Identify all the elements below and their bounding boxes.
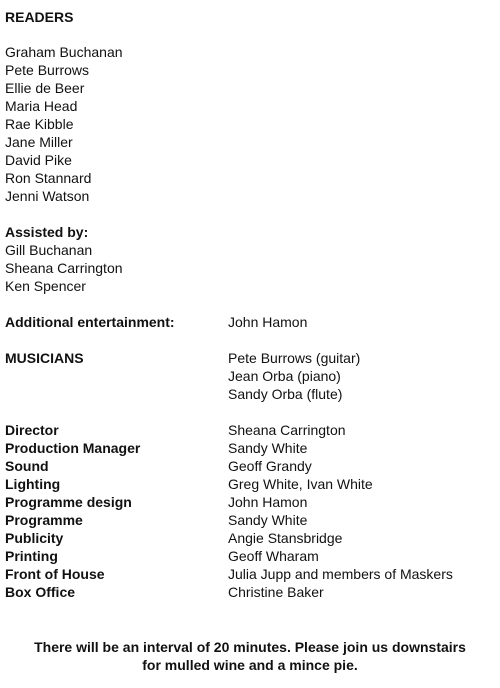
assistant-name: Sheana Carrington [5, 260, 123, 276]
musician-name: Pete Burrows (guitar) [228, 350, 361, 366]
assisted-heading: Assisted by: [5, 224, 89, 240]
additional-value: John Hamon [228, 314, 308, 330]
assistant-name: Ken Spencer [5, 278, 86, 294]
crew-role: Production Manager [5, 440, 141, 456]
reader-name: Pete Burrows [5, 62, 90, 78]
crew-name: Christine Baker [228, 584, 324, 600]
crew-role: Programme design [5, 494, 132, 510]
crew-role: Publicity [5, 530, 64, 546]
reader-name: Jenni Watson [5, 188, 90, 204]
crew-name: Greg White, Ivan White [228, 476, 373, 492]
interval-note-line1: There will be an interval of 20 minutes. Please join us downstairs [34, 639, 466, 655]
musician-name: Jean Orba (piano) [228, 368, 341, 384]
reader-name: Maria Head [5, 98, 78, 114]
crew-role: Programme [5, 512, 83, 528]
crew-role: Front of House [5, 566, 105, 582]
crew-name: Sandy White [228, 440, 308, 456]
crew-role: Box Office [5, 584, 76, 600]
reader-name: Jane Miller [5, 134, 73, 150]
reader-name: Rae Kibble [5, 116, 74, 132]
reader-name: Ellie de Beer [5, 80, 85, 96]
crew-name: John Hamon [228, 494, 308, 510]
crew-role: Director [5, 422, 59, 438]
crew-name: Sheana Carrington [228, 422, 346, 438]
crew-name: Julia Jupp and members of Maskers [228, 566, 453, 582]
readers-heading: READERS [5, 9, 74, 25]
crew-role: Sound [5, 458, 49, 474]
reader-name: Ron Stannard [5, 170, 92, 186]
musicians-heading: MUSICIANS [5, 350, 84, 366]
crew-role: Lighting [5, 476, 61, 492]
interval-note-line2: for mulled wine and a mince pie. [142, 657, 358, 673]
reader-name: Graham Buchanan [5, 44, 123, 60]
crew-name: Geoff Wharam [228, 548, 319, 564]
crew-name: Geoff Grandy [228, 458, 312, 474]
assistant-name: Gill Buchanan [5, 242, 93, 258]
reader-name: David Pike [5, 152, 72, 168]
crew-name: Sandy White [228, 512, 308, 528]
crew-role: Printing [5, 548, 58, 564]
crew-name: Angie Stansbridge [228, 530, 343, 546]
musician-name: Sandy Orba (flute) [228, 386, 343, 402]
additional-label: Additional entertainment: [5, 314, 175, 330]
